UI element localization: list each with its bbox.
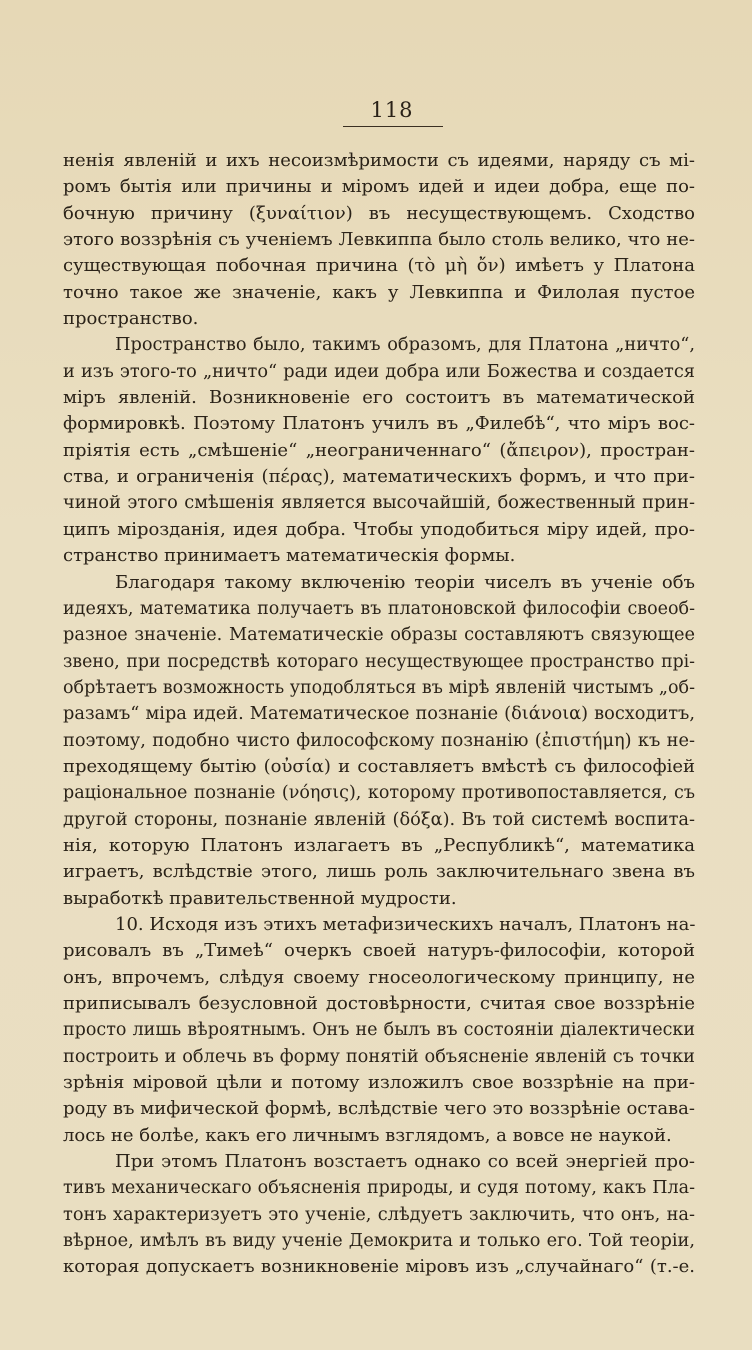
text-line: раціональное познаніе (νόησις), которому противопоставляется, съ	[63, 783, 695, 804]
text-line: 10. Исходя изъ этихъ метафизическихъ началъ, Платонъ на-	[115, 913, 696, 935]
text-line: просто лишь вѣроятнымъ. Онъ не былъ въ состояніи діалектически	[63, 1020, 695, 1041]
text-line: ромъ бытія или причины и міромъ идей и идеи добра, еще по-	[63, 176, 695, 198]
text-line: играетъ, вслѣдствіе этого, лишь роль заключительнаго звена въ	[63, 861, 695, 883]
text-line: ципъ мірозданія, идея добра. Чтобы уподобиться міру идей, про-	[63, 518, 695, 540]
text-line: ненія явленій и ихъ несоизмѣримости съ идеями, наряду съ мі-	[63, 150, 695, 171]
text-line: пріятія есть „смѣшеніе“ „неограниченнаго“ (ἄπειρον), простран-	[63, 439, 695, 461]
text-line: онъ, впрочемъ, слѣдуя своему гносеологическому принципу, не	[63, 966, 695, 988]
text-line: Благодаря такому включенію теоріи чиселъ въ ученіе объ	[115, 571, 695, 593]
text-line: вѣрное, имѣлъ въ виду ученіе Демокрита и только его. Той теоріи,	[63, 1231, 695, 1252]
text-line: другой стороны, познаніе явленій (δόξα). Въ той системѣ воспита-	[63, 809, 695, 830]
text-line: ства, и ограниченія (πέρας), математическихъ формъ, и что при-	[63, 466, 695, 488]
text-line: бочную причину (ξυναίτιον) въ несуществующемъ. Сходство	[63, 202, 695, 224]
text-line: поэтому, подобно чисто философскому познанію (ἐπιστήμη) къ не-	[63, 730, 695, 751]
text-line: тонъ характеризуетъ это ученіе, слѣдуетъ заключить, что онъ, на-	[63, 1204, 695, 1225]
text-line: этого воззрѣнія съ ученіемъ Левкиппа было столь велико, что не-	[63, 229, 695, 251]
text-line: которая допускаетъ возникновеніе міровъ изъ „случайнаго“ (т.-е.	[63, 1256, 695, 1278]
text-line: зрѣнія міровой цѣли и потому изложилъ свое воззрѣніе на при-	[63, 1072, 695, 1094]
text-line: чиной этого смѣшенія является высочайшій, божественный прин-	[63, 493, 695, 514]
text-line: обрѣтаетъ возможность уподобляться въ мірѣ явленій чистымъ „об-	[63, 677, 695, 698]
text-line: разамъ“ міра идей. Математическое познаніе (διάνοια) восходитъ,	[63, 704, 695, 725]
text-line: формировкѣ. Поэтому Платонъ училъ въ „Филебѣ“, что міръ вос-	[63, 413, 695, 435]
text-line: точно такое же значеніе, какъ у Левкиппа и Филолая пустое	[63, 281, 695, 303]
text-line: нія, которую Платонъ излагаетъ въ „Республикѣ“, математика	[63, 834, 695, 856]
text-line: преходящему бытію (οὐσία) и составляетъ вмѣстѣ съ философіей	[63, 755, 695, 777]
text-line: При этомъ Платонъ возстаетъ однако со всей энергіей про-	[115, 1151, 695, 1173]
text-line: выработкѣ правительственной мудрости.	[63, 887, 457, 909]
text-line: звено, при посредствѣ котораго несуществующее пространство прі-	[63, 651, 695, 672]
text-line: роду въ мифической формѣ, вслѣдствіе чего это воззрѣніе остава-	[63, 1098, 695, 1120]
text-line: существующая побочная причина (τὸ μὴ ὄν) имѣетъ у Платона	[63, 255, 695, 277]
text-line: странство принимаетъ математическія формы.	[63, 545, 516, 567]
text-line: построить и облечь въ форму понятій объясненіе явленій съ точки	[63, 1046, 695, 1067]
page-number: 118	[370, 98, 414, 122]
text-line: пространство.	[63, 308, 199, 330]
page-number-rule	[343, 126, 443, 127]
text-line: лось не болѣе, какъ его личнымъ взглядомъ, а вовсе не наукой.	[63, 1124, 672, 1146]
text-line: рисовалъ въ „Тимеѣ“ очеркъ своей натуръ-философіи, которой	[63, 940, 695, 962]
text-line: міръ явленій. Возникновеніе его состоитъ въ математической	[63, 387, 695, 409]
text-line: и изъ этого-то „ничто“ ради идеи добра или Божества и создается	[63, 361, 695, 382]
text-line: Пространство было, такимъ образомъ, для Платона „ничто“,	[115, 335, 695, 356]
text-line: разное значеніе. Математическіе образы составляютъ связующее	[63, 625, 695, 646]
body-text	[63, 148, 695, 1281]
text-line: идеяхъ, математика получаетъ въ платоновской философіи своеоб-	[63, 598, 695, 619]
text-line: тивъ механическаго объясненія природы, и судя потому, какъ Пла-	[63, 1178, 695, 1199]
text-line: приписывалъ безусловной достовѣрности, считая свое воззрѣніе	[63, 993, 695, 1014]
